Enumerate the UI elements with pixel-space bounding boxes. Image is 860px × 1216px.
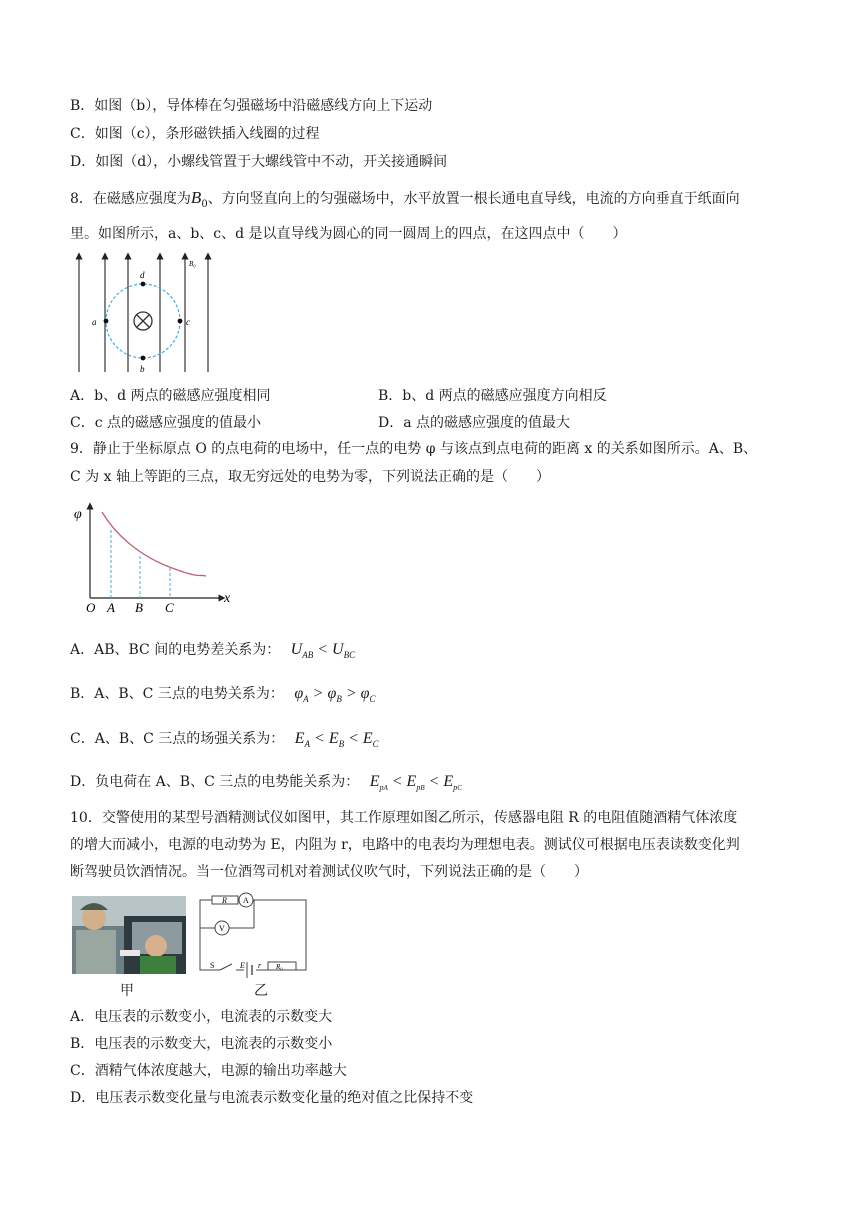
- breathalyzer-circuit: [198, 888, 310, 978]
- q8-magnetic-field-figure: [72, 250, 222, 378]
- breathalyzer-photo: [72, 896, 186, 974]
- circuit-r-sensor: R: [222, 896, 227, 905]
- q9-stem-line2: C 为 x 轴上等距的三点，取无穷远处的电势为零，下列说法正确的是（ ）: [70, 469, 550, 485]
- r0-label: R₀: [276, 963, 283, 971]
- tick-c: C: [165, 600, 174, 615]
- axis-x: x: [224, 591, 231, 606]
- q10-stem-line3: 断驾驶员饮酒情况。当一位酒驾司机对着测试仪吹气时，下列说法正确的是（ ）: [70, 864, 588, 880]
- label-b0: B₀: [189, 260, 196, 268]
- tick-o: O: [86, 600, 96, 615]
- emf-label: E: [240, 961, 245, 970]
- q8-option-d: D．a 点的磁感应强度的值最大: [378, 415, 571, 431]
- q8-stem-line1: 8．在磁感应强度为$B_0$、方向竖直向上的匀强磁场中，水平放置一根长通电直导线，电流的方向垂直于纸面向: [70, 188, 740, 210]
- q9-potential-graph: [72, 502, 242, 617]
- tick-b: B: [135, 600, 143, 615]
- q7-option-b: B．如图（b），导体棒在匀强磁场中沿磁感线方向上下运动: [70, 98, 433, 114]
- q10-option-d: D．电压表示数变化量与电流表示数变化量的绝对值之比保持不变: [70, 1090, 474, 1106]
- q8-stem-line2: 里。如图所示，a、b、c、d 是以直导线为圆心的同一圆周上的四点，在这四点中（ ）: [70, 226, 627, 242]
- switch-label: S: [210, 961, 215, 970]
- q8-option-b: B．b、d 两点的磁感应强度方向相反: [378, 388, 607, 404]
- tick-a: A: [107, 600, 115, 615]
- q10-option-a: A．电压表的示数变小，电流表的示数变大: [70, 1009, 333, 1025]
- q8-option-c: C．c 点的磁感应强度的值最小: [70, 415, 262, 431]
- figure-yi-label: 乙: [254, 983, 268, 999]
- label-b: b: [140, 364, 145, 374]
- q9-stem-line1: 9．静止于坐标原点 O 的点电荷的电场中，任一点的电势 φ 与该点到点电荷的距离 x 的关系如图所示。A、B、: [70, 441, 758, 457]
- q8-option-a: A．b、d 两点的磁感应强度相同: [70, 388, 271, 404]
- label-d: d: [140, 270, 145, 280]
- q7-option-c: C．如图（c），条形磁铁插入线圈的过程: [70, 126, 320, 142]
- internal-r-label: r: [258, 961, 262, 970]
- q10-stem-line1: 10．交警使用的某型号酒精测试仪如图甲，其工作原理如图乙所示，传感器电阻 R 的电阻值随酒精气体浓度: [70, 810, 738, 826]
- figure-jia-label: 甲: [120, 983, 134, 999]
- label-c: c: [186, 317, 190, 327]
- q9-option-a: A．AB、BC 间的电势差关系为： $U_{AB} < U_{BC}$: [70, 641, 356, 661]
- q9-option-c: C．A、B、C 三点的场强关系为： $E_A < E_B < E_C$: [70, 730, 379, 750]
- axis-phi: φ: [74, 507, 82, 522]
- q10-option-c: C．酒精气体浓度越大，电源的输出功率越大: [70, 1063, 347, 1079]
- voltmeter-symbol: V: [219, 924, 225, 933]
- q9-option-d: D．负电荷在 A、B、C 三点的电势能关系为： $E_{pA} < E_{pB} < E_{pC}$: [70, 773, 462, 793]
- q9-option-b: B．A、B、C 三点的电势关系为： $\varphi_A > \varphi_B > \varphi_C$: [70, 685, 376, 705]
- label-a: a: [92, 317, 97, 327]
- q10-option-b: B．电压表的示数变大，电流表的示数变小: [70, 1036, 333, 1052]
- ammeter-symbol: A: [243, 896, 249, 905]
- q10-stem-line2: 的增大而减小，电源的电动势为 E，内阻为 r，电路中的电表均为理想电表。测试仪可根据电压表读数变化判: [70, 837, 740, 853]
- q7-option-d: D．如图（d），小螺线管置于大螺线管中不动，开关接通瞬间: [70, 154, 448, 170]
